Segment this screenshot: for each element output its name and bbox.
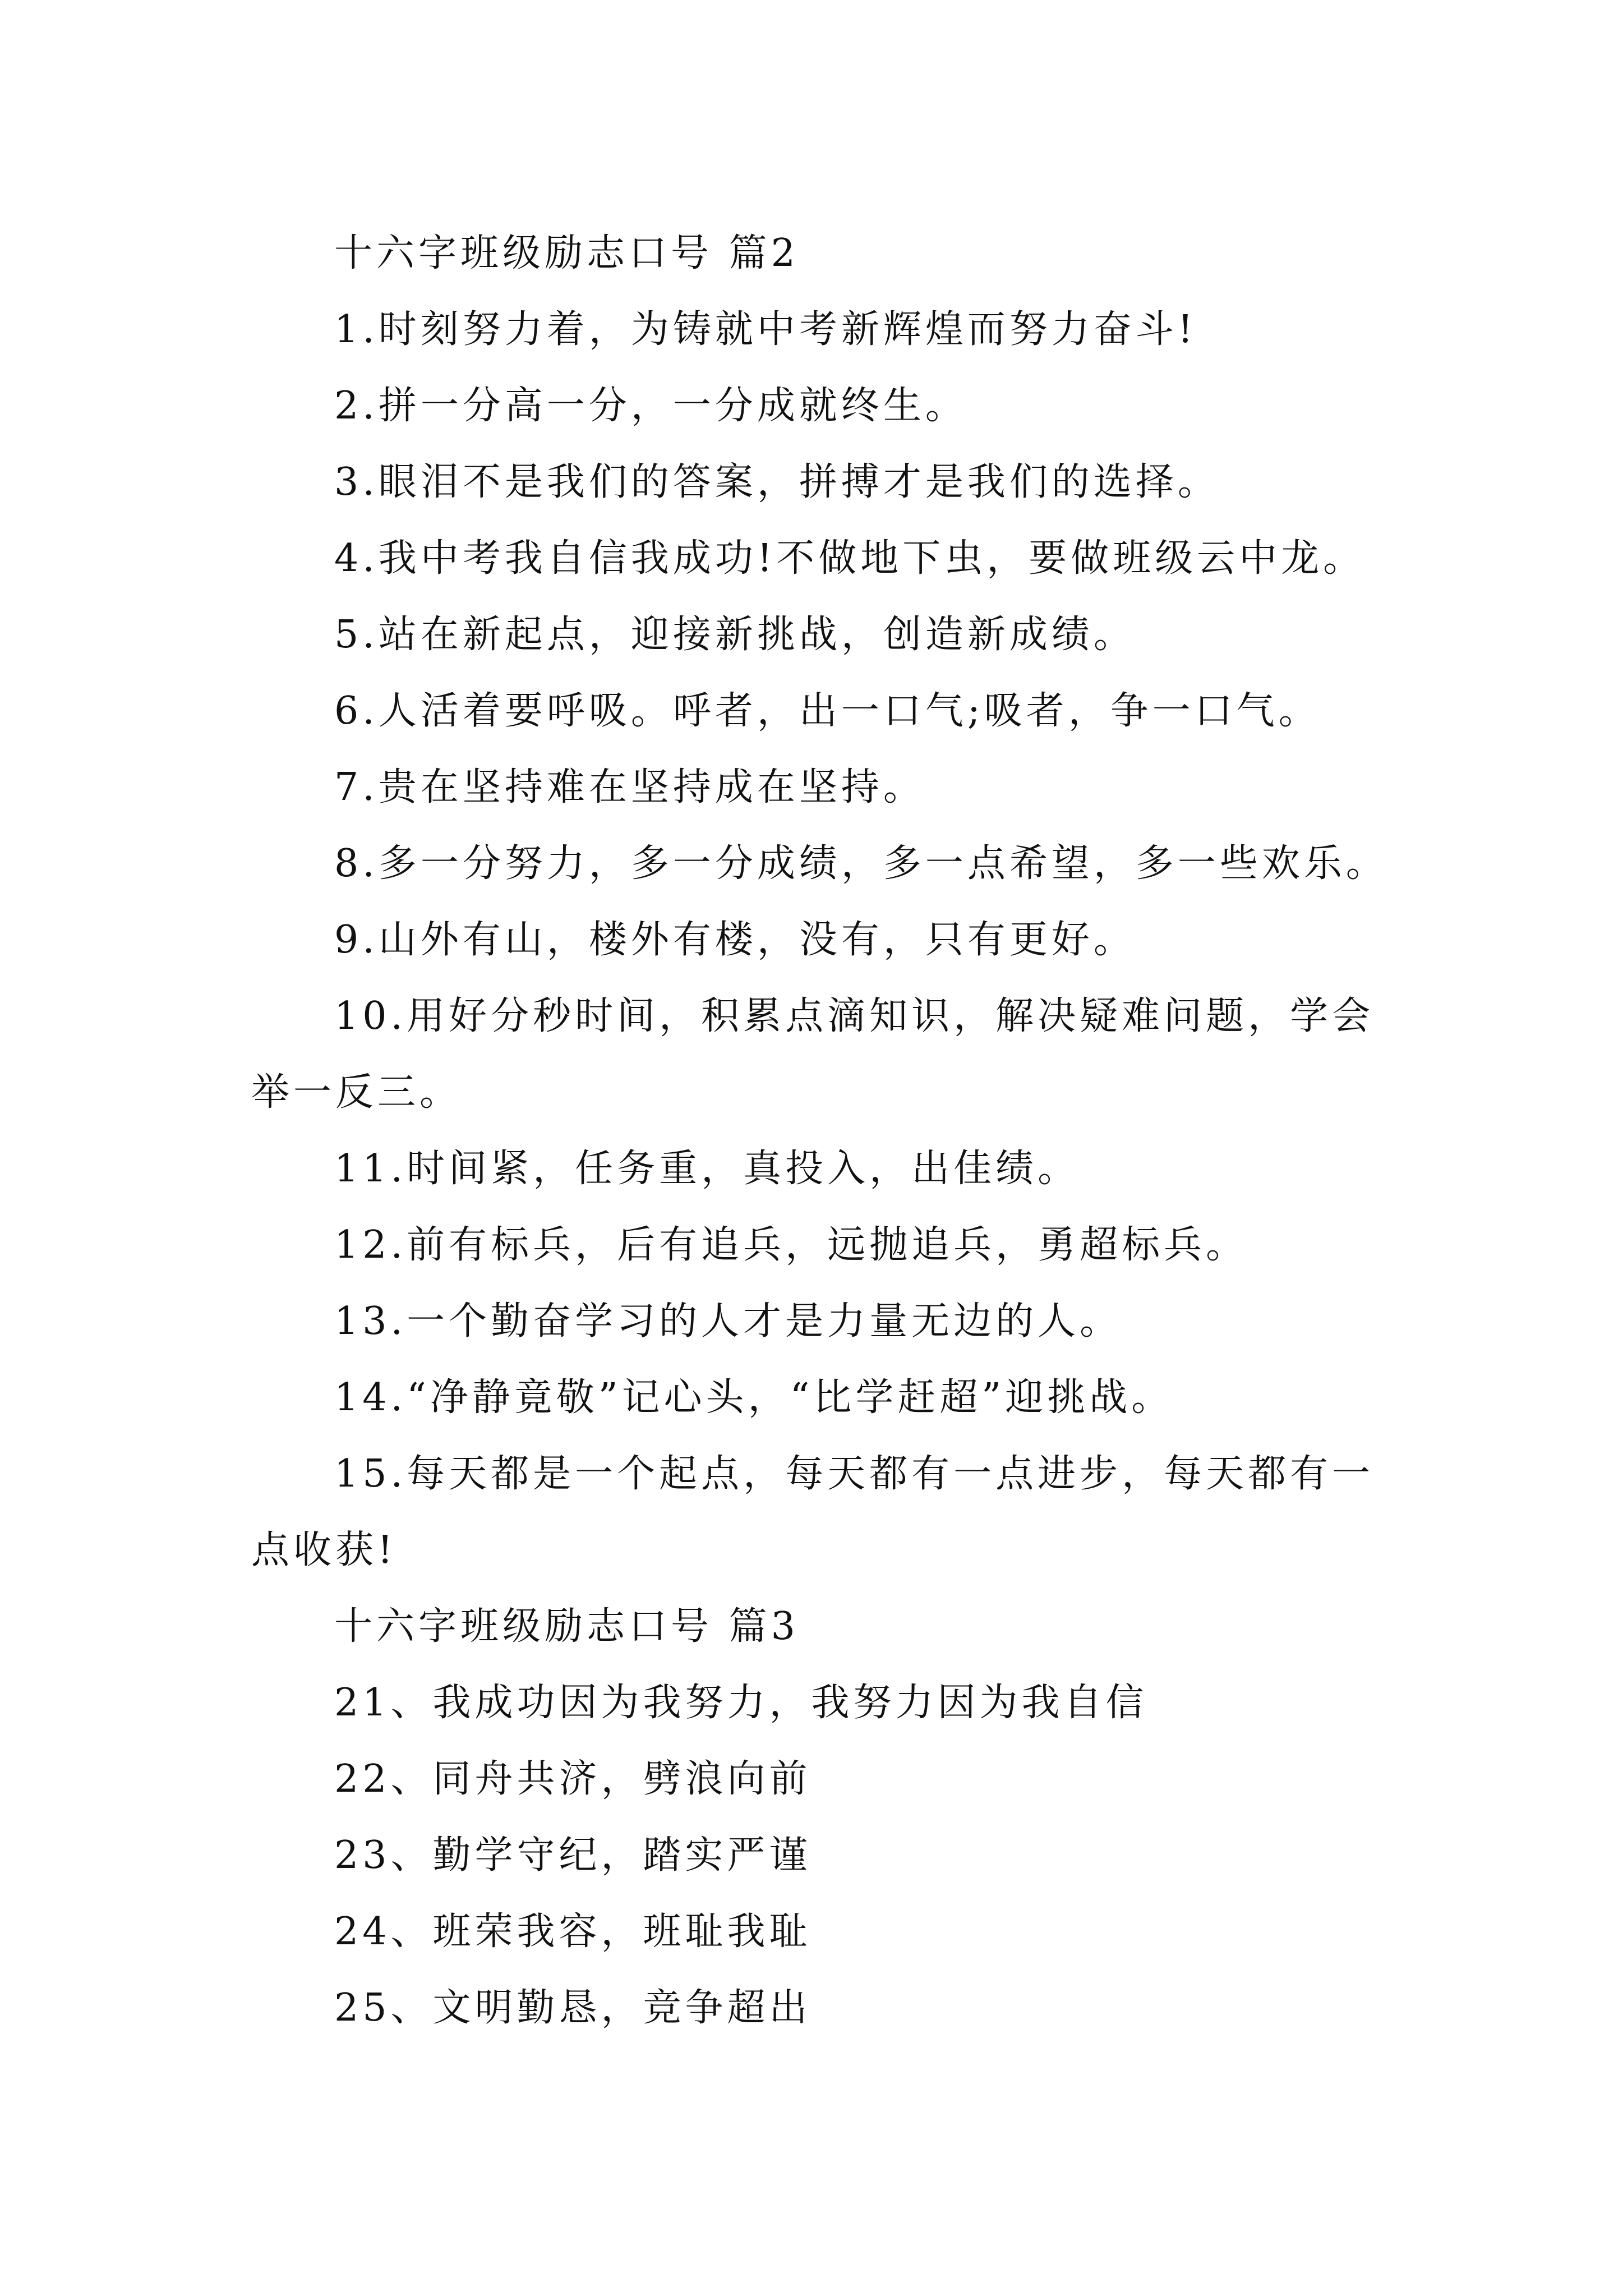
slogan-item: 4.我中考我自信我成功!不做地下虫，要做班级云中龙。 xyxy=(334,536,1366,581)
slogan-item: 3.眼泪不是我们的答案，拼搏才是我们的选择。 xyxy=(334,460,1220,504)
section-heading: 十六字班级励志口号 篇2 xyxy=(334,231,799,275)
slogan-item: 7.贵在坚持难在坚持成在坚持。 xyxy=(334,765,925,809)
slogan-item: 10.用好分秒时间，积累点滴知识，解决疑难问题，学会举一反三。 xyxy=(251,994,1375,1115)
slogan-item: 13.一个勤奋学习的人才是力量无边的人。 xyxy=(334,1299,1122,1343)
slogan-item: 9.山外有山，楼外有楼，没有，只有更好。 xyxy=(334,918,1136,962)
slogan-item: 12.前有标兵，后有追兵，远抛追兵，勇超标兵。 xyxy=(334,1223,1248,1267)
slogan-item: 1.时刻努力着，为铸就中考新辉煌而努力奋斗! xyxy=(334,307,1197,352)
section-heading: 十六字班级励志口号 篇3 xyxy=(334,1604,799,1649)
slogan-item: 8.多一分努力，多一分成绩，多一点希望，多一些欢乐。 xyxy=(334,841,1388,886)
slogan-item: 25、文明勤恳，竞争超出 xyxy=(334,1986,811,2030)
slogan-item: 24、班荣我容，班耻我耻 xyxy=(334,1910,811,1954)
slogan-item: 5.站在新起点，迎接新挑战，创造新成绩。 xyxy=(334,613,1136,657)
slogan-item: 11.时间紧，任务重，真投入，出佳绩。 xyxy=(334,1147,1080,1191)
slogan-item: 22、同舟共济，劈浪向前 xyxy=(334,1757,811,1801)
document-body xyxy=(251,215,1395,2046)
slogan-item: 6.人活着要呼吸。呼者，出一口气;吸者，争一口气。 xyxy=(334,689,1321,733)
slogan-item: 15.每天都是一个起点，每天都有一点进步，每天都有一点收获! xyxy=(251,1452,1375,1572)
slogan-item: 14.“净静竟敬”记心头，“比学赶超”迎挑战。 xyxy=(334,1375,1174,1420)
slogan-item: 21、我成功因为我努力，我努力因为我自信 xyxy=(334,1681,1148,1725)
slogan-item: 23、勤学守纪，踏实严谨 xyxy=(334,1833,811,1878)
slogan-item: 2.拼一分高一分，一分成就终生。 xyxy=(334,384,967,428)
